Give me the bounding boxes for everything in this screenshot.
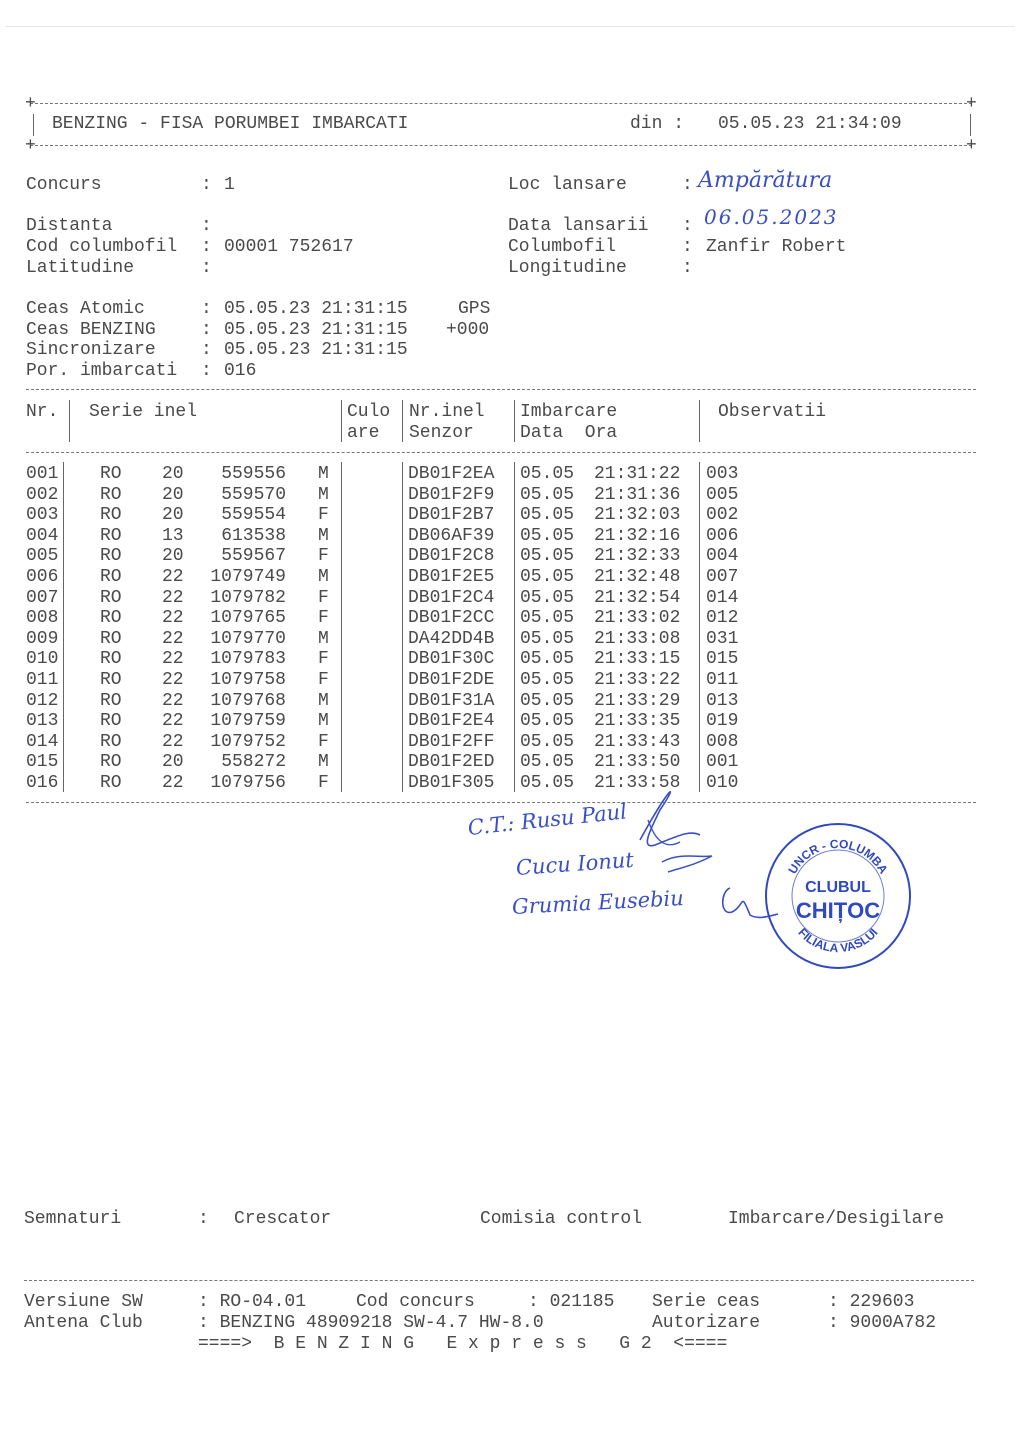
table-row xyxy=(0,506,1000,526)
benzing-banner: ====> B E N Z I N G E x p r e s s G 2 <==== xyxy=(198,1334,728,1354)
cell-ora: 21:33:15 xyxy=(594,649,681,670)
cell-senzor: DB01F2E4 xyxy=(408,711,495,732)
ceas-benzing-value: 05.05.23 21:31:15 xyxy=(224,320,408,340)
header-box-bottom xyxy=(30,145,972,146)
longitudine-label: Longitudine xyxy=(508,258,627,278)
cell-senzor: DB01F2ED xyxy=(408,752,495,773)
cell-data: 05.05 xyxy=(520,690,575,711)
page-top-rule xyxy=(5,26,1015,27)
colon: : xyxy=(201,299,212,319)
cell-data: 05.05 xyxy=(520,731,575,752)
cell-obs: 006 xyxy=(706,525,739,546)
cell-nr: 016 xyxy=(26,773,59,793)
cell-obs: 012 xyxy=(706,608,739,629)
table-row xyxy=(0,465,1000,485)
table-row xyxy=(0,650,1000,670)
th-imbarcare-1: Imbarcare xyxy=(520,402,618,422)
cell-sex: F xyxy=(318,649,329,670)
cell-senzor: DB01F305 xyxy=(408,773,495,793)
loc-lansare-label: Loc lansare xyxy=(508,175,627,195)
cell-data: 05.05 xyxy=(520,484,575,505)
cell-tara: RO xyxy=(100,773,122,793)
versiune-sw-value: : RO-04.01 xyxy=(198,1292,307,1312)
col-divider xyxy=(69,400,70,442)
colon: : xyxy=(201,237,212,257)
cell-nr: 004 xyxy=(26,525,59,546)
cell-obs: 004 xyxy=(706,546,739,567)
th-imbarcare-2: Data Ora xyxy=(520,423,618,443)
cell-an: 22 xyxy=(162,711,184,732)
cell-senzor: DB01F2F9 xyxy=(408,484,495,505)
cell-obs: 031 xyxy=(706,628,739,649)
table-row xyxy=(0,630,1000,650)
cell-tara: RO xyxy=(100,731,122,752)
columbofil-value: Zanfir Robert xyxy=(706,237,847,257)
cell-nr: 010 xyxy=(26,649,59,670)
ceas-atomic-label: Ceas Atomic xyxy=(26,299,145,319)
cell-data: 05.05 xyxy=(520,752,575,773)
table-bottom-rule xyxy=(26,802,976,803)
cell-nr: 006 xyxy=(26,567,59,587)
colon: : xyxy=(682,258,693,278)
colon: : xyxy=(682,175,693,195)
colon: : xyxy=(682,237,693,257)
cell-senzor: DB01F2FF xyxy=(408,731,495,752)
cod-columbofil-value: 00001 752617 xyxy=(224,237,354,257)
cod-concurs-label: Cod concurs xyxy=(356,1292,475,1312)
cell-tara: RO xyxy=(100,628,122,649)
cell-an: 22 xyxy=(162,587,184,608)
colon: : xyxy=(201,340,212,360)
header-box-left xyxy=(33,114,34,136)
cell-senzor: DB01F30C xyxy=(408,649,495,670)
col-divider xyxy=(514,400,515,442)
cell-ora: 21:33:43 xyxy=(594,731,681,752)
cell-nr: 014 xyxy=(26,731,59,752)
cell-tara: RO xyxy=(100,690,122,711)
cell-inel: 1079783 xyxy=(210,649,286,670)
cell-sex: F xyxy=(318,587,329,608)
stamp-bottom-text: FILIALA VASLUI xyxy=(795,925,881,956)
table-row xyxy=(0,712,1000,732)
colon: : xyxy=(201,320,212,340)
club-stamp xyxy=(760,818,916,974)
cell-data: 05.05 xyxy=(520,546,575,567)
corner-plus: + xyxy=(966,136,977,156)
cell-an: 22 xyxy=(162,567,184,587)
cell-obs: 002 xyxy=(706,505,739,526)
table-row xyxy=(0,692,1000,712)
cell-ora: 21:32:48 xyxy=(594,567,681,587)
cod-columbofil-label: Cod columbofil xyxy=(26,237,178,257)
antena-club-value: : BENZING 48909218 SW-4.7 HW-8.0 xyxy=(198,1313,544,1333)
cell-sex: F xyxy=(318,773,329,793)
cell-ora: 21:31:22 xyxy=(594,464,681,484)
cell-tara: RO xyxy=(100,670,122,690)
cell-nr: 013 xyxy=(26,711,59,732)
th-nr-inel-1: Nr.inel xyxy=(409,402,485,422)
cell-obs: 003 xyxy=(706,464,739,484)
cell-an: 22 xyxy=(162,670,184,690)
colon: : xyxy=(201,258,212,278)
cell-data: 05.05 xyxy=(520,670,575,690)
cell-tara: RO xyxy=(100,608,122,629)
cell-sex: M xyxy=(318,628,329,649)
table-row xyxy=(0,774,1000,794)
committee-signature-2: Cucu Ionut xyxy=(515,847,635,880)
latitudine-label: Latitudine xyxy=(26,258,135,278)
imbarcare-desigilare-label: Imbarcare/Desigilare xyxy=(728,1209,945,1229)
cell-sex: F xyxy=(318,505,329,526)
cell-obs: 005 xyxy=(706,484,739,505)
cell-data: 05.05 xyxy=(520,464,575,484)
cell-inel: 559570 xyxy=(221,484,286,505)
cell-senzor: DB01F2C4 xyxy=(408,587,495,608)
cell-obs: 008 xyxy=(706,731,739,752)
colon: : xyxy=(201,361,212,381)
cell-tara: RO xyxy=(100,752,122,773)
th-culoare-1: Culo xyxy=(347,402,391,422)
cell-nr: 003 xyxy=(26,505,59,526)
cell-nr: 011 xyxy=(26,670,59,690)
cell-inel: 1079770 xyxy=(210,628,286,649)
header-box-right xyxy=(970,114,971,136)
table-row xyxy=(0,609,1000,629)
cell-an: 13 xyxy=(162,525,184,546)
cell-ora: 21:32:33 xyxy=(594,546,681,567)
table-row xyxy=(0,568,1000,588)
cell-tara: RO xyxy=(100,649,122,670)
cell-ora: 21:32:54 xyxy=(594,587,681,608)
cell-inel: 1079768 xyxy=(210,690,286,711)
cell-tara: RO xyxy=(100,464,122,484)
cell-ora: 21:32:03 xyxy=(594,505,681,526)
cell-data: 05.05 xyxy=(520,608,575,629)
cell-tara: RO xyxy=(100,567,122,587)
cell-ora: 21:33:50 xyxy=(594,752,681,773)
cell-data: 05.05 xyxy=(520,649,575,670)
cell-nr: 008 xyxy=(26,608,59,629)
cell-an: 20 xyxy=(162,752,184,773)
cell-inel: 558272 xyxy=(221,752,286,773)
cell-senzor: DA42DD4B xyxy=(408,628,495,649)
comisia-control-label: Comisia control xyxy=(480,1209,643,1229)
cell-an: 22 xyxy=(162,731,184,752)
stamp-line-1: CLUBUL xyxy=(805,879,871,896)
cell-sex: M xyxy=(318,525,329,546)
ceas-benzing-label: Ceas BENZING xyxy=(26,320,156,340)
cell-an: 22 xyxy=(162,628,184,649)
cell-sex: F xyxy=(318,546,329,567)
cell-senzor: DB01F2DE xyxy=(408,670,495,690)
cod-concurs-value: : 021185 xyxy=(528,1292,615,1312)
th-nr: Nr. xyxy=(26,402,59,422)
cell-sex: F xyxy=(318,608,329,629)
cell-obs: 007 xyxy=(706,567,739,587)
cell-an: 20 xyxy=(162,505,184,526)
cell-nr: 007 xyxy=(26,587,59,608)
colon: : xyxy=(201,216,212,236)
cell-inel: 1079759 xyxy=(210,711,286,732)
data-lansarii-label: Data lansarii xyxy=(508,216,649,236)
cell-tara: RO xyxy=(100,484,122,505)
ceas-atomic-value: 05.05.23 21:31:15 xyxy=(224,299,408,319)
table-header-rule xyxy=(26,452,976,453)
cell-inel: 559567 xyxy=(221,546,286,567)
cell-senzor: DB01F2C8 xyxy=(408,546,495,567)
colon: : xyxy=(201,175,212,195)
cell-senzor: DB01F2E5 xyxy=(408,567,495,587)
table-row xyxy=(0,527,1000,547)
cell-data: 05.05 xyxy=(520,587,575,608)
document-title: BENZING - FISA PORUMBEI IMBARCATI xyxy=(52,114,409,134)
cell-ora: 21:33:08 xyxy=(594,628,681,649)
cell-tara: RO xyxy=(100,587,122,608)
cell-ora: 21:31:36 xyxy=(594,484,681,505)
cell-sex: M xyxy=(318,464,329,484)
stamp-line-2: CHIȚOC xyxy=(795,898,881,923)
cell-inel: 559556 xyxy=(221,464,286,484)
por-imbarcati-label: Por. imbarcati xyxy=(26,361,178,381)
din-label: din : xyxy=(630,114,685,134)
cell-sex: M xyxy=(318,567,329,587)
cell-senzor: DB01F31A xyxy=(408,690,495,711)
cell-obs: 019 xyxy=(706,711,739,732)
cell-inel: 1079752 xyxy=(210,731,286,752)
loc-lansare-handwritten: Ampărătura xyxy=(698,168,833,193)
col-divider xyxy=(341,400,342,442)
cell-tara: RO xyxy=(100,711,122,732)
table-row xyxy=(0,589,1000,609)
cell-tara: RO xyxy=(100,505,122,526)
th-nr-inel-2: Senzor xyxy=(409,423,474,443)
cell-inel: 559554 xyxy=(221,505,286,526)
cell-obs: 013 xyxy=(706,690,739,711)
footer-rule xyxy=(24,1280,974,1281)
cell-an: 20 xyxy=(162,484,184,505)
header-datetime: 05.05.23 21:34:09 xyxy=(718,114,902,134)
por-imbarcati-value: 016 xyxy=(224,361,257,381)
cell-an: 22 xyxy=(162,773,184,793)
table-row xyxy=(0,733,1000,753)
cell-ora: 21:33:35 xyxy=(594,711,681,732)
table-row xyxy=(0,753,1000,773)
corner-plus: + xyxy=(966,94,977,114)
cell-inel: 1079765 xyxy=(210,608,286,629)
corner-plus: + xyxy=(25,136,36,156)
cell-nr: 001 xyxy=(26,464,59,484)
col-divider xyxy=(699,400,700,442)
th-serie-inel: Serie inel xyxy=(89,402,198,422)
colon: : xyxy=(198,1209,209,1229)
serie-ceas-value: : 229603 xyxy=(828,1292,915,1312)
cell-an: 22 xyxy=(162,649,184,670)
cell-nr: 012 xyxy=(26,690,59,711)
cell-an: 22 xyxy=(162,608,184,629)
antena-club-label: Antena Club xyxy=(24,1313,143,1333)
cell-nr: 015 xyxy=(26,752,59,773)
versiune-sw-label: Versiune SW xyxy=(24,1292,143,1312)
cell-obs: 010 xyxy=(706,773,739,793)
cell-nr: 005 xyxy=(26,546,59,567)
cell-ora: 21:33:02 xyxy=(594,608,681,629)
cell-data: 05.05 xyxy=(520,525,575,546)
cell-inel: 1079756 xyxy=(210,773,286,793)
cell-sex: M xyxy=(318,752,329,773)
svg-text:FILIALA VASLUI xyxy=(795,925,880,955)
autorizare-label: Autorizare xyxy=(652,1313,761,1333)
cell-obs: 014 xyxy=(706,587,739,608)
cell-senzor: DB01F2EA xyxy=(408,464,495,484)
cell-data: 05.05 xyxy=(520,505,575,526)
distanta-label: Distanta xyxy=(26,216,113,236)
cell-obs: 015 xyxy=(706,649,739,670)
cell-sex: M xyxy=(318,711,329,732)
cell-sex: F xyxy=(318,670,329,690)
committee-signature-1: C.T.: Rusu Paul xyxy=(466,799,628,840)
cell-tara: RO xyxy=(100,546,122,567)
columbofil-label: Columbofil xyxy=(508,237,617,257)
cell-inel: 1079782 xyxy=(210,587,286,608)
sincronizare-value: 05.05.23 21:31:15 xyxy=(224,340,408,360)
cell-inel: 1079758 xyxy=(210,670,286,690)
cell-senzor: DB06AF39 xyxy=(408,525,495,546)
colon: : xyxy=(682,216,693,236)
corner-plus: + xyxy=(25,94,36,114)
cell-sex: F xyxy=(318,731,329,752)
cell-data: 05.05 xyxy=(520,567,575,587)
svg-text:UNCR - COLUMBA xyxy=(785,837,890,877)
cell-obs: 001 xyxy=(706,752,739,773)
cell-tara: RO xyxy=(100,525,122,546)
sincronizare-label: Sincronizare xyxy=(26,340,156,360)
th-observatii: Observatii xyxy=(718,402,827,422)
cell-data: 05.05 xyxy=(520,773,575,793)
cell-senzor: DB01F2CC xyxy=(408,608,495,629)
serie-ceas-label: Serie ceas xyxy=(652,1292,761,1312)
th-culoare-2: are xyxy=(347,423,380,443)
cell-ora: 21:32:16 xyxy=(594,525,681,546)
semnaturi-label: Semnaturi xyxy=(24,1209,122,1229)
cell-nr: 009 xyxy=(26,628,59,649)
cell-ora: 21:33:58 xyxy=(594,773,681,793)
cell-obs: 011 xyxy=(706,670,739,690)
cell-ora: 21:33:22 xyxy=(594,670,681,690)
ceas-benzing-suffix: +000 xyxy=(446,320,490,340)
cell-inel: 613538 xyxy=(221,525,286,546)
table-row xyxy=(0,671,1000,691)
cell-ora: 21:33:29 xyxy=(594,690,681,711)
cell-nr: 002 xyxy=(26,484,59,505)
cell-an: 22 xyxy=(162,690,184,711)
cell-sex: M xyxy=(318,690,329,711)
ceas-atomic-suffix: GPS xyxy=(458,299,491,319)
col-divider xyxy=(402,400,403,442)
header-box-top xyxy=(30,103,972,104)
stamp-top-text: UNCR - COLUMBA xyxy=(785,836,891,877)
cell-inel: 1079749 xyxy=(210,567,286,587)
cell-data: 05.05 xyxy=(520,628,575,649)
crescator-label: Crescator xyxy=(234,1209,332,1229)
table-row xyxy=(0,486,1000,506)
table-row xyxy=(0,547,1000,567)
cell-sex: M xyxy=(318,484,329,505)
table-top-rule xyxy=(26,389,976,390)
concurs-value: 1 xyxy=(224,175,235,195)
concurs-label: Concurs xyxy=(26,175,102,195)
cell-senzor: DB01F2B7 xyxy=(408,505,495,526)
committee-signature-3: Grumia Eusebiu xyxy=(511,886,685,919)
cell-data: 05.05 xyxy=(520,711,575,732)
cell-an: 20 xyxy=(162,546,184,567)
data-lansarii-handwritten: 06.05.2023 xyxy=(704,205,839,229)
cell-an: 20 xyxy=(162,464,184,484)
autorizare-value: : 9000A782 xyxy=(828,1313,937,1333)
